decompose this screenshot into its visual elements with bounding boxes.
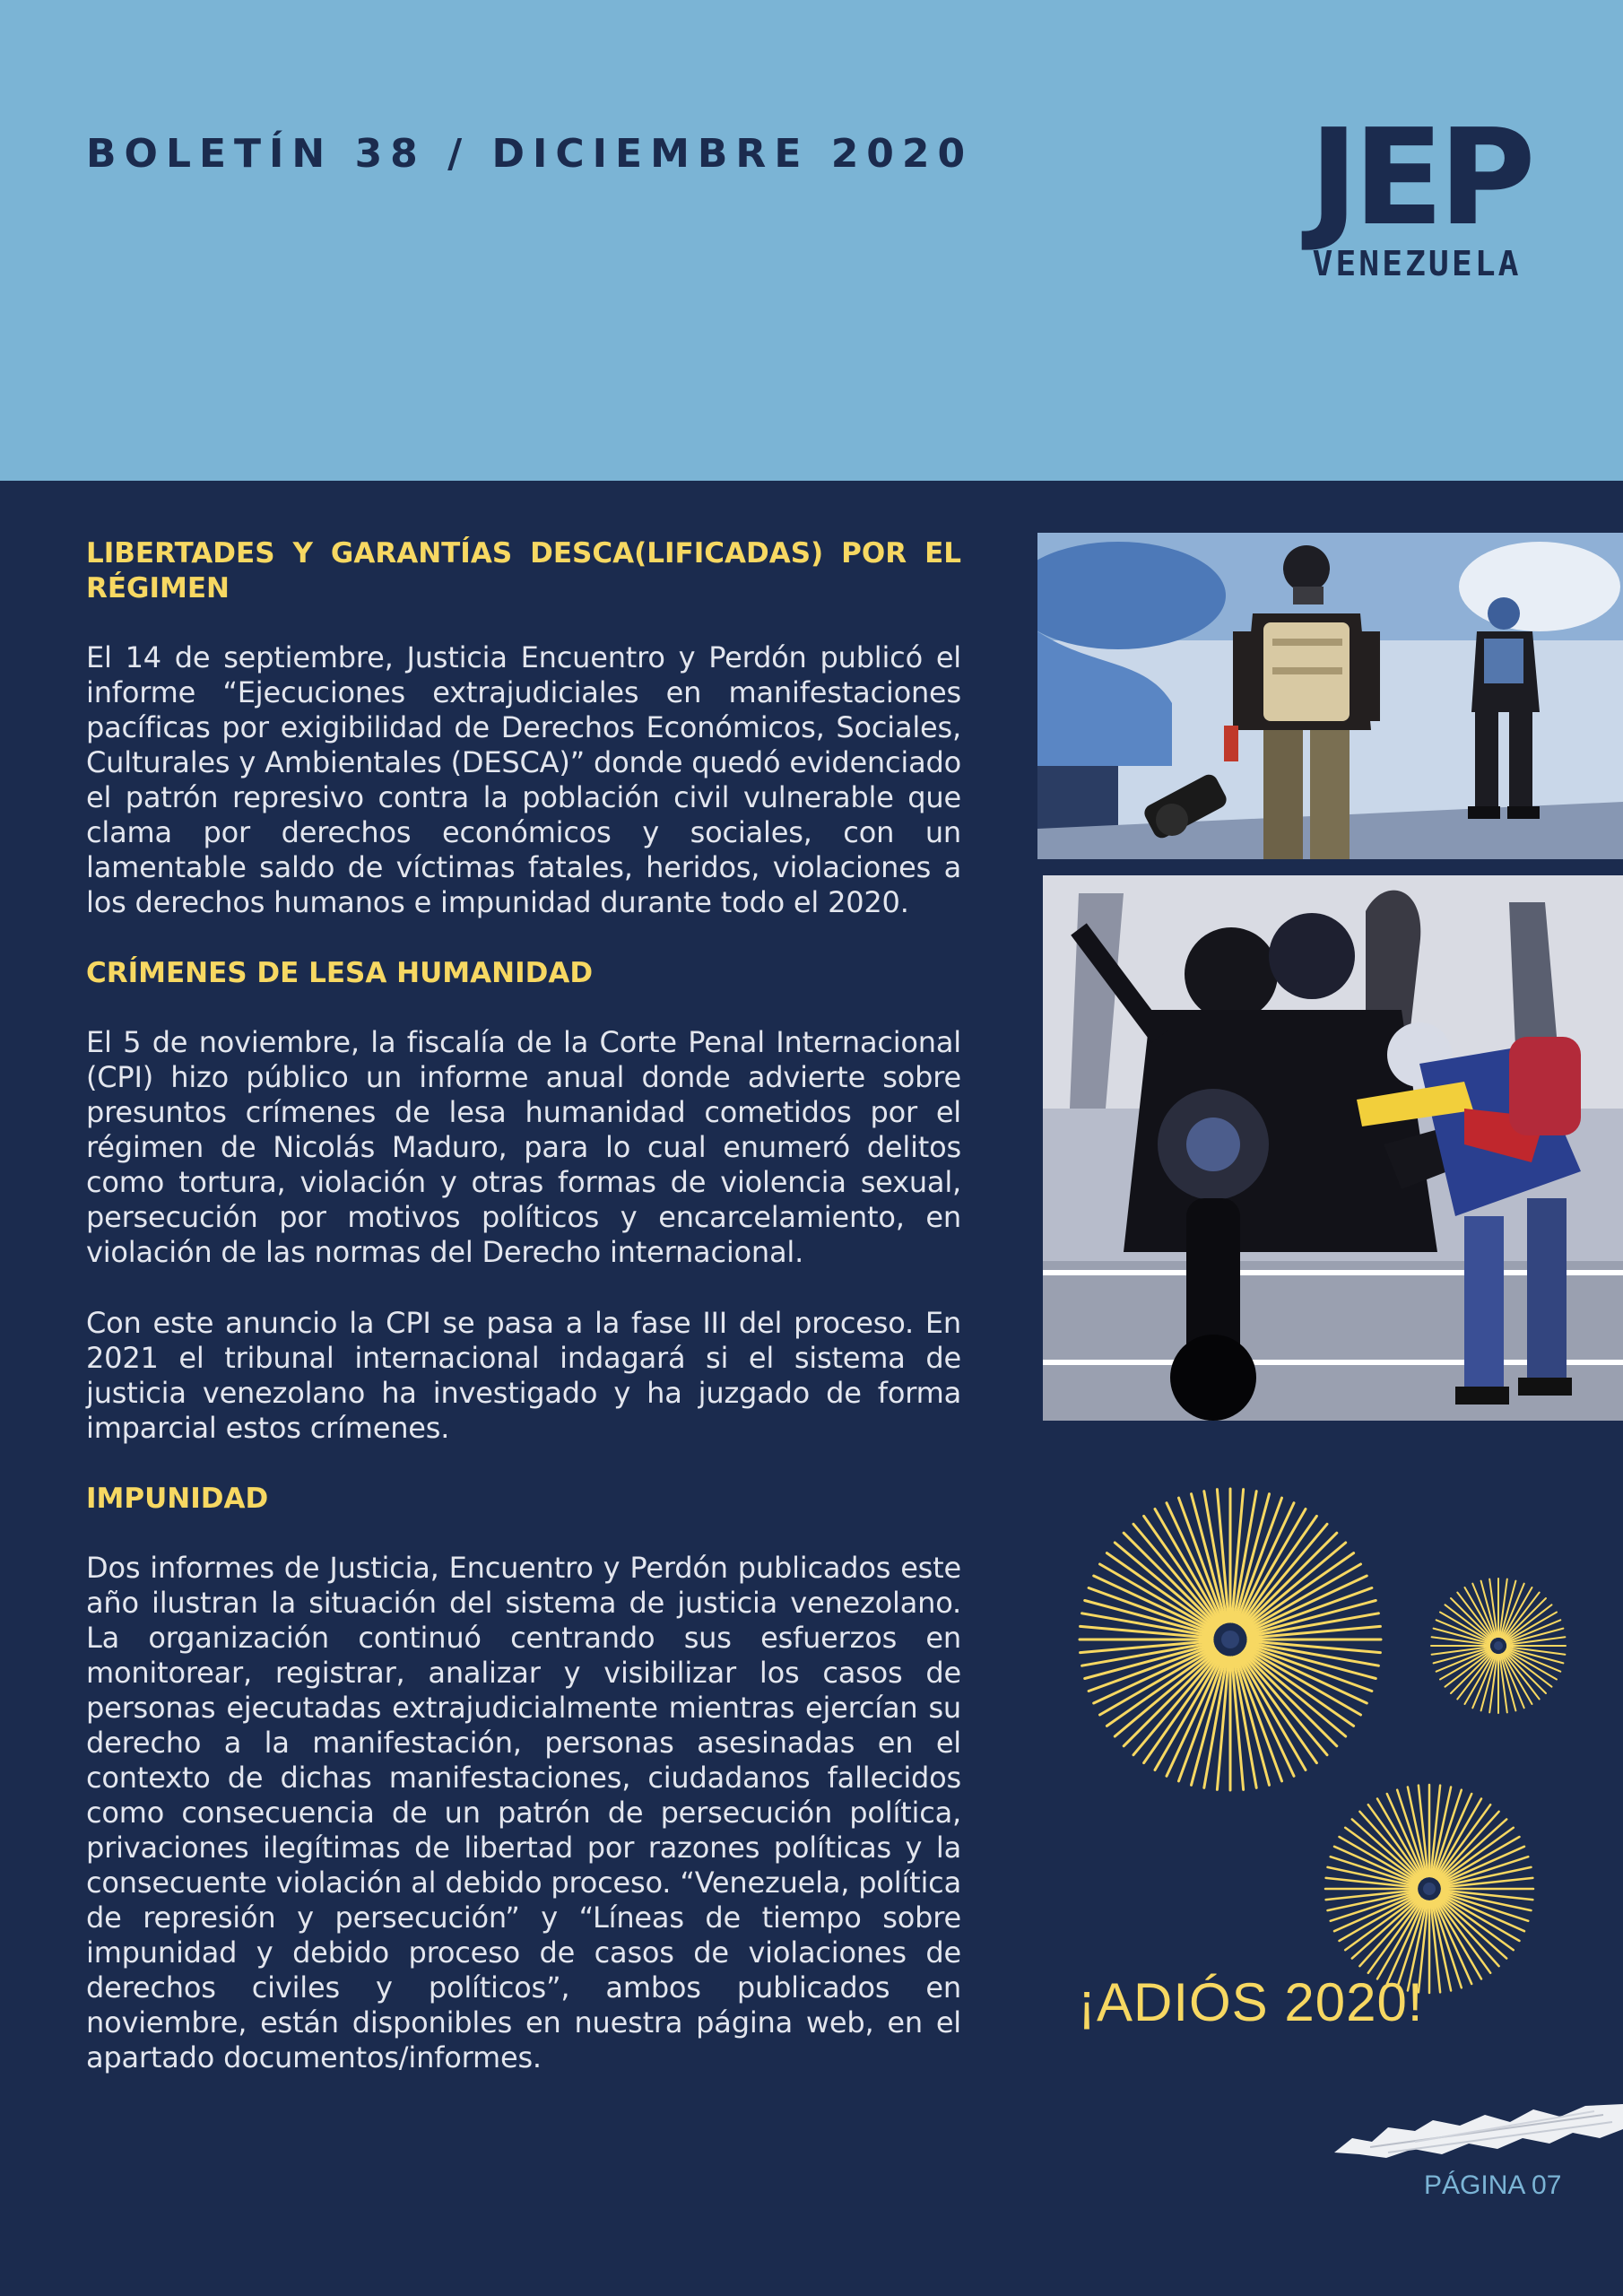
page-number: PÁGINA 07 <box>1424 2170 1562 2200</box>
firework-ray <box>1241 1654 1317 1762</box>
section-heading-impunidad: IMPUNIDAD <box>86 1483 269 1515</box>
firework-ray <box>1107 1553 1215 1630</box>
firework-large-icon <box>1078 1487 1383 1792</box>
firework-ray <box>1245 1553 1353 1630</box>
logo-sub-text: VENEZUELA <box>1312 244 1522 283</box>
photo-journalist <box>1037 533 1623 859</box>
paragraph-impunidad: Dos informes de Justicia, Encuentro y Perdón publicados este año ilustran la situación del sistema de justicia venezolano. La organización continuó centrando sus esfuerzos en monitorear, registrar, analizar y visibilizar los casos de personas ejecutadas extrajudicialmente mientras ejercían su derecho a la manifestación, personas asesinadas en el contexto de dichas manifestaciones, ciudadanos fallecidos como consecuencia de un patrón de persecución política, privaciones ilegítimas de libertad por razones políticas y la consecuente violación al debido proceso. “Venezuela, política de represión y persecución” y “Líneas de tiempo sobre impunidad y debido proceso de casos de violaciones de derechos civiles y políticos”, ambos publicados en noviembre, están disponibles en nuestra página web, en el apartado documentos/informes. <box>86 1551 961 2074</box>
paragraph-desca: El 14 de septiembre, Justicia Encuentro y Perdón publicó el informe “Ejecuciones extrajudiciales en manifestaciones pacíficas por exigibilidad de Derechos Económicos, Sociales, Culturales y Ambientales (DESCA)” donde quedó evidenciado el patrón represivo contra la población civil vulnerable que clama por derechos económicos y sociales, con un lamentable saldo de víctimas fatales, heridos, violaciones a los derechos humanos e impunidad durante todo el 2020. <box>86 640 961 919</box>
article-column <box>86 536 961 2075</box>
torn-paper-icon <box>1334 2102 1623 2160</box>
bulletin-title: BOLETÍN 38 / DICIEMBRE 2020 <box>86 131 974 177</box>
logo-main-text: JEP <box>1309 100 1531 255</box>
section-heading-desca: LIBERTADES Y GARANTÍAS DESCA(LIFICADAS) POR EL RÉGIMEN <box>86 537 961 604</box>
firework-ray <box>1245 1650 1353 1726</box>
section-heading-lesa: CRÍMENES DE LESA HUMANIDAD <box>86 957 594 989</box>
firework-medium-icon <box>1324 1783 1535 1995</box>
firework-ray <box>1241 1516 1317 1624</box>
firework-ray <box>1505 1598 1546 1639</box>
jep-logo <box>1309 100 1531 283</box>
greeting-text: ¡ADIÓS 2020! <box>1078 1972 1424 2032</box>
header-band <box>0 0 1623 481</box>
firework-ray <box>1144 1654 1220 1762</box>
paragraph-lesa-1: El 5 de noviembre, la fiscalía de la Corte Penal Internacional (CPI) hizo público un informe anual donde advierte sobre presuntos crímenes de lesa humanidad cometidos por el régimen de Nicolás Maduro, para lo cual enumeró delitos como tortura, violación y otras formas de violencia sexual, persecución por motivos políticos y encarcelamiento, en violación de las normas del Derecho internacional. <box>86 1025 961 1269</box>
firework-ray <box>1144 1516 1220 1624</box>
firework-ray <box>1451 1598 1492 1639</box>
photo-officers-protester <box>1043 875 1623 1421</box>
firework-ray <box>1107 1650 1215 1726</box>
paragraph-lesa-2: Con este anuncio la CPI se pasa a la fase III del proceso. En 2021 el tribunal internacional indagará si el sistema de justicia venezolano ha investigado y ha juzgado de forma imparcial estos crímenes. <box>86 1306 961 1445</box>
firework-ray <box>1451 1652 1492 1693</box>
firework-ray <box>1505 1652 1546 1693</box>
firework-small-icon <box>1429 1577 1567 1715</box>
